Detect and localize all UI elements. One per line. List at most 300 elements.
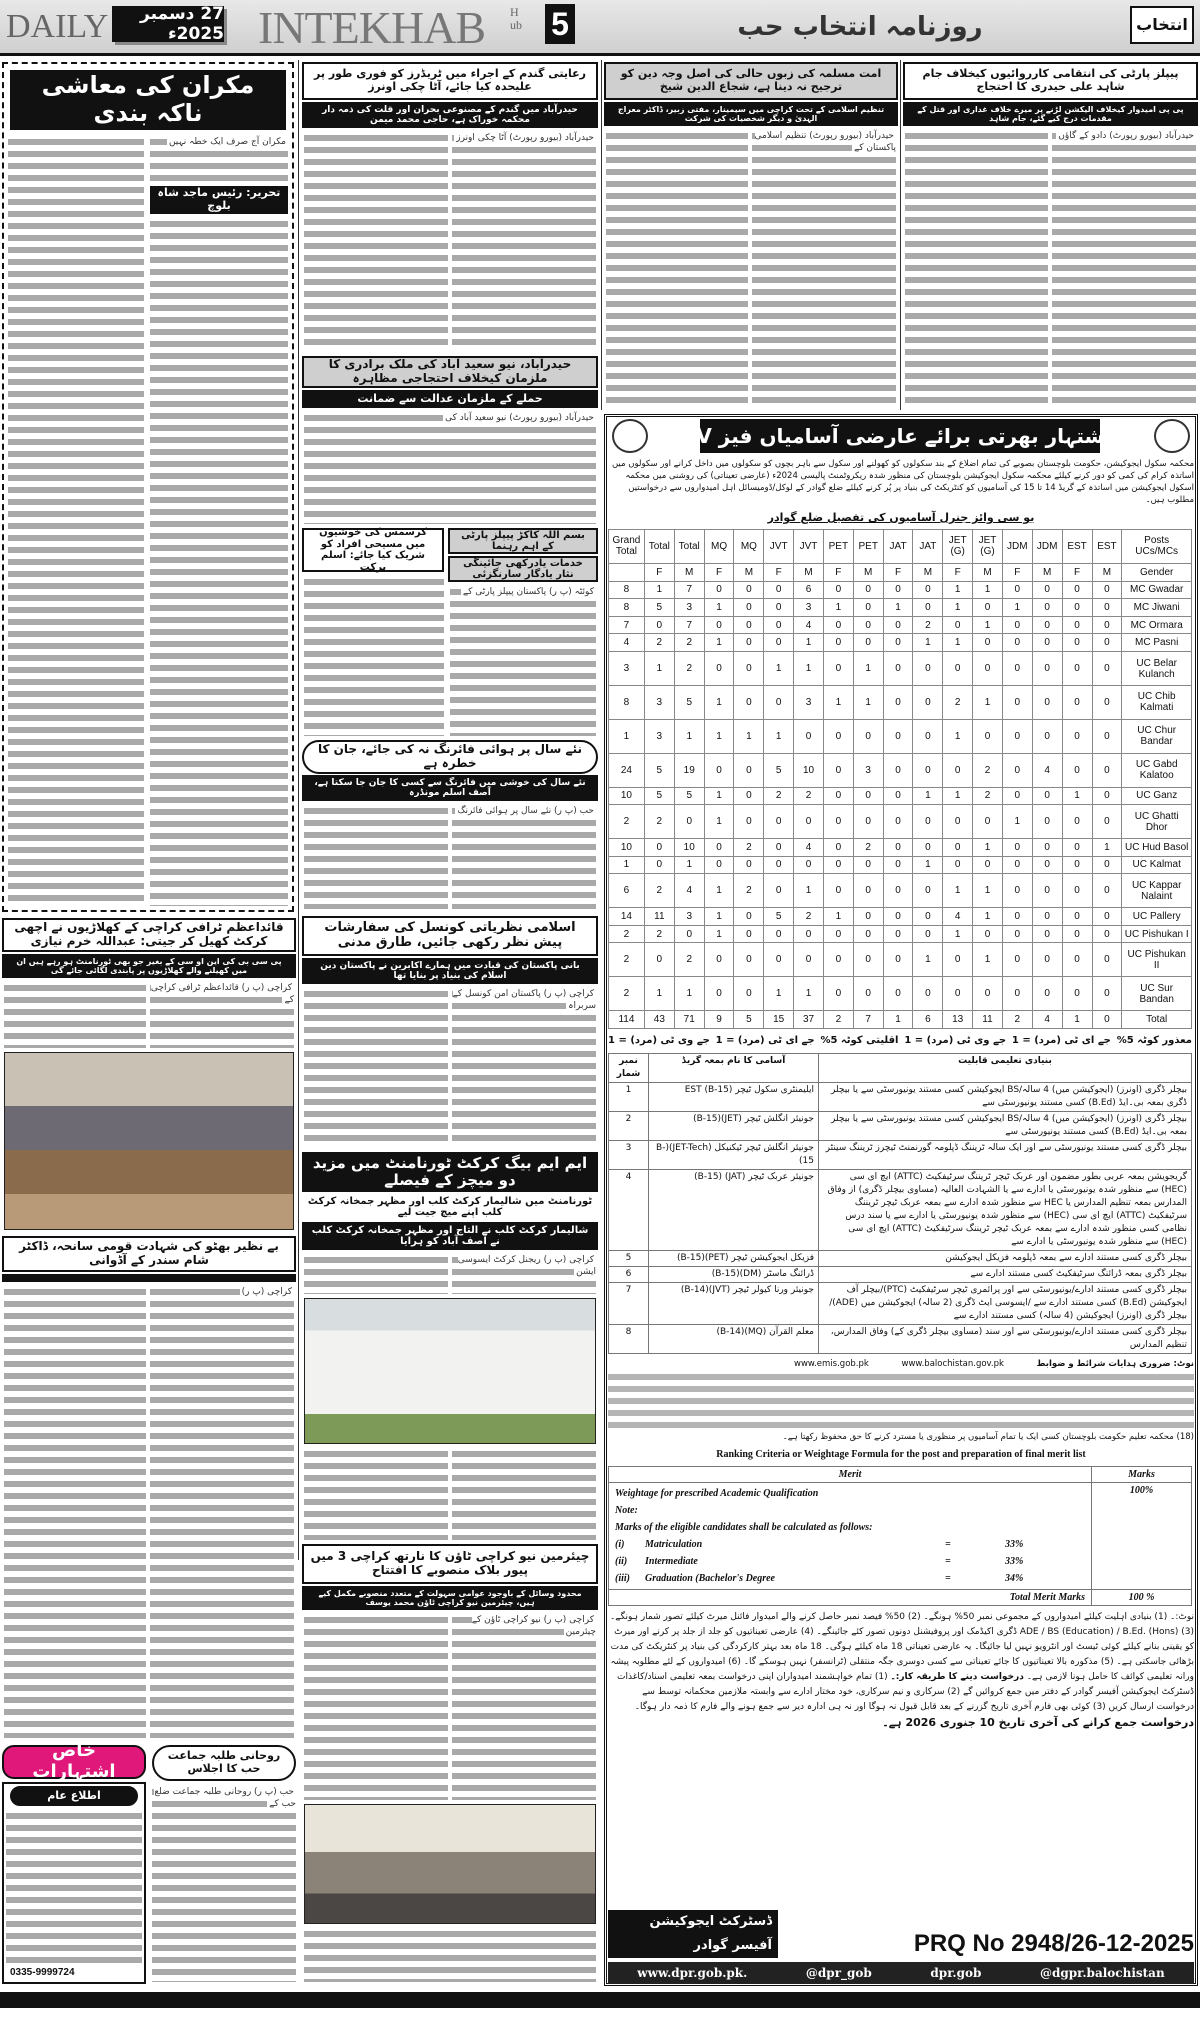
vacancy-count-cell: 0 [734,753,764,787]
vacancy-count-cell: 8 [609,685,645,719]
vacancy-count-cell: 0 [1092,685,1122,719]
vacancy-count-cell: 0 [823,805,853,839]
vacancy-count-cell: 0 [853,581,883,599]
subhead-newkarachi: محدود وسائل کے باوجود عوامی سہولت کے متعدد منصوبے مکمل کیے ہیں، چیئرمین نیو کراچی ٹاؤن محمد یوسف [302,1586,598,1610]
vacancy-count-cell: 11 [644,908,674,926]
ad-notes [608,1358,1194,1444]
vacancy-count-cell: 0 [823,652,853,686]
table-row [609,753,1192,787]
table-row [609,787,1192,805]
article-body [304,988,448,1146]
vacancy-count-cell: 0 [913,753,943,787]
vacancy-count-cell: 3 [794,685,824,719]
article-lead: حیدرآباد (بیورو رپورٹ) تنظیم اسلامی پاکستان کے [754,131,896,153]
post-location-cell: UC Kalmat [1122,856,1192,874]
vacancy-count-cell: 0 [764,616,794,634]
post-location-cell: UC Belar Kulanch [1122,652,1192,686]
article-lead: حب (پ ر) نئے سال پر ہوائی فائرنگ [457,806,594,816]
table-row [609,685,1192,719]
column-header: Total [644,530,674,564]
vacancy-count-cell: 6 [913,1011,943,1029]
vacancy-count-cell: 0 [1092,856,1122,874]
headline-firing: نئے سال پر ہوائی فائرنگ نہ کی جائے، جان کا خطرہ ہے [302,740,598,774]
vacancy-count-cell: 8 [609,581,645,599]
headline-ppp: پیپلز پارٹی کی انتقامی کارروائیوں کیخلاف جام شاہد علی حیدری کا احتجاج [903,62,1198,100]
column-header: JVT [764,530,794,564]
marks-col: Marks [1092,1467,1192,1483]
table-header-row [609,530,1192,564]
vacancy-count-cell: 0 [794,856,824,874]
vacancy-count-cell: 2 [794,908,824,926]
masthead [0,0,1200,56]
article-body [452,805,596,909]
vacancy-count-cell: 0 [1002,839,1032,857]
vacancy-count-cell: 2 [973,787,1003,805]
vacancy-count-cell: 1 [704,805,734,839]
vacancy-count-cell: 1 [674,856,704,874]
vacancy-count-cell: 7 [853,1011,883,1029]
merit-item-number: (ii) [615,1556,628,1567]
vacancy-count-cell: 0 [823,856,853,874]
vacancy-count-cell: 2 [644,925,674,943]
vacancy-count-cell: 0 [794,943,824,977]
vacancy-count-cell: 0 [823,874,853,908]
subhead-mmbaig-2: شالیمار کرکٹ کلب نے التاج اور مظہر جمخانہ کرکٹ کلب نے آصف آباد کو ہرایا [302,1222,598,1250]
vacancy-count-cell: 2 [913,616,943,634]
vacancy-count-cell: 0 [853,599,883,617]
merit-calc: Marks of the eligible candidates shall be calculated as follows: [615,1522,873,1533]
column-header: PET [823,530,853,564]
vacancy-count-cell: 0 [1002,943,1032,977]
column-header: MQ [704,530,734,564]
table-row [609,1283,1192,1325]
vacancy-count-cell: 1 [644,652,674,686]
vacancy-count-cell: 1 [764,652,794,686]
vacancy-count-cell: 0 [883,634,913,652]
vacancy-count-cell: 0 [1002,753,1032,787]
vacancy-count-cell: 1 [973,581,1003,599]
vacancy-count-cell: 1 [973,839,1003,857]
quota-item: جے ای ٹی (مرد) = 1 [715,1035,815,1046]
table-row [609,1083,1192,1112]
vacancy-count-cell: 0 [1092,719,1122,753]
vacancy-count-cell: 4 [794,616,824,634]
vacancy-count-cell: 3 [644,685,674,719]
vacancy-count-cell: 14 [609,908,645,926]
column-header: JET (G) [943,530,973,564]
article-body [150,982,294,1048]
post-number: 4 [609,1170,649,1251]
article-body [304,1254,448,1294]
photo-caption [304,1928,596,1982]
vacancy-count-cell: 0 [704,753,734,787]
column-header: Grand Total [609,530,645,564]
vacancy-count-cell: 0 [913,685,943,719]
post-location-cell: MC Gwadar [1122,581,1192,599]
merit-col: Merit [609,1467,1092,1483]
article-body [452,988,596,1146]
ad-footer [608,1962,1194,1984]
vacancy-count-cell: 0 [1032,685,1062,719]
vacancy-count-cell: 2 [734,874,764,908]
post-location-cell: UC Pishukan I [1122,925,1192,943]
vacancy-count-cell: 0 [823,943,853,977]
twitter-handle[interactable]: @dpr_gob [805,1966,872,1980]
vacancy-count-cell: 3 [794,599,824,617]
subhead-quaid: پی سی بی کی این او سی کے بغیر جو بھی ٹورنامنٹ ہو رہے ہیں ان میں کھیلنے والے کھلاڑیوں پر پابندی لگائی جائے گی [2,954,296,978]
vacancy-count-cell: 1 [943,581,973,599]
post-location-cell: UC Chib Kalmati [1122,685,1192,719]
vacancy-count-cell: 0 [1002,581,1032,599]
vacancy-count-cell: 0 [823,977,853,1011]
deadline: درخواست جمع کرانے کی آخری تاریخ 10 جنوری 2026 ہے۔ [882,1716,1194,1729]
vacancy-count-cell: 0 [1032,787,1062,805]
hub-label: Hub [510,5,522,32]
table-row [609,652,1192,686]
vacancy-count-cell: 0 [1062,943,1092,977]
headline-quaid: قائداعظم ٹرافی کراچی کے کھلاڑیوں نے اچھی کرکٹ کھیل کر جیتی: عبداللہ خرم نیازی [2,918,296,952]
vacancy-count-cell: 5 [674,685,704,719]
vacancy-count-cell: 2 [973,753,1003,787]
article-body [152,1786,296,1982]
vacancy-count-cell: 0 [1002,685,1032,719]
classified-phone: 0335-9999724 [10,1967,75,1978]
ad-note2 [608,1610,1194,1732]
vacancy-count-cell: 0 [973,634,1003,652]
article-body [304,1614,448,1800]
vacancy-count-cell: 1 [913,787,943,805]
facebook-handle[interactable]: @dgpr.balochistan [1039,1966,1165,1980]
subhead-kakar: خدمات یادرکھی جائینگی نثار یادگار سارنگزئی [448,556,598,582]
post-number: 3 [609,1141,649,1170]
article-body [304,805,448,909]
note2-text: نوٹ:۔ (1) بنیادی اہلیت کیلئے امیدواروں کے مجموعی نمبر 50% ہونگے۔ (2) 50% فیصد نمبر حاصل کرنے والے امیدوار فائنل میرٹ کیلئے تصور شمار ہونگے۔ (3) ADE / BS (Education) / B.Ed. (Hons) ڈگری اکیڈمک اور پروفیشنل دونوں تصور کئے جائینگے۔ (4) عارضی تعیناتیوں کو جلد از جلد پر کرنے اور میرٹ کو یقینی بنانے کیلئے کوئی ٹیسٹ اور انٹرویو نہیں لیا جائیگا۔ یہ عارضی تعیناتی 18 ماہ کیلئے ہوگی۔ 18 ماہ بعد بہتر کارکردگی کی بنیاد پر کنٹریکٹ کی مدت بڑھائی جاسکتی ہے۔ (5) مذکورہ بالا تعیناتیوں کا جائے تعیناتی سے کسی دوسری جگہ منتقلی (ٹرانسفر) نہیں ہوسکے گا۔ (6) امیدواروں کے لئے مطلوبہ پیشہ ورانہ تعلیمی کوائف کا حامل ہونا لازمی ہے۔ [610,1612,1194,1682]
notes-link[interactable]: www.balochistan.gov.pk [901,1359,1004,1369]
vacancy-count-cell: 0 [734,943,764,977]
column-header: JVT [794,530,824,564]
vacancy-count-cell: 0 [764,925,794,943]
vacancy-count-cell: 0 [644,616,674,634]
vacancy-count-cell: 0 [823,787,853,805]
vacancy-count-cell: 0 [1062,805,1092,839]
vacancy-count-cell: 1 [883,1011,913,1029]
vacancy-count-cell: 0 [1032,874,1062,908]
vacancy-count-cell: 0 [883,581,913,599]
ad-title-row [608,418,1194,454]
merit-item [615,1570,1085,1587]
vacancy-count-cell: 10 [794,753,824,787]
instagram-handle[interactable]: dpr.gob [930,1966,982,1980]
vacancy-count-cell: 1 [973,874,1003,908]
vacancy-count-cell: 5 [764,908,794,926]
vacancy-count-cell: 2 [674,652,704,686]
vacancy-count-cell: 1 [853,685,883,719]
table-row [609,1141,1192,1170]
gender-cell: F [1002,563,1032,581]
vacancy-count-cell: 2 [609,943,645,977]
vacancy-count-cell: 3 [674,599,704,617]
vacancy-count-cell: 1 [943,874,973,908]
vacancy-count-cell: 19 [674,753,704,787]
column-header: PET [853,530,883,564]
signature-line: آفیسر گوادر [693,1938,772,1953]
vacancy-count-cell: 1 [674,977,704,1011]
vacancy-count-cell: 1 [704,908,734,926]
vacancy-count-cell: 0 [973,856,1003,874]
vacancy-count-cell: 0 [1062,977,1092,1011]
vacancy-count-cell: 1 [853,652,883,686]
gender-cell: M [973,563,1003,581]
gender-cell: M [734,563,764,581]
article-body [4,982,146,1048]
vacancy-count-cell: 43 [644,1011,674,1029]
quota-item: اقلیتی کوٹہ 5% [820,1035,899,1046]
table-row [609,599,1192,617]
table-row [609,1011,1192,1029]
vacancy-count-cell: 0 [853,805,883,839]
vacancy-count-cell: 1 [674,719,704,753]
article-body [452,1448,596,1540]
vacancy-count-cell: 0 [1032,581,1062,599]
quota-line [608,1033,1192,1049]
vacancy-count-cell: 0 [883,977,913,1011]
vacancy-count-cell: 0 [943,943,973,977]
post-location-cell: UC Pallery [1122,908,1192,926]
article-body [452,1254,596,1294]
recruitment-ad [608,418,1194,1984]
vacancy-count-cell: 0 [1032,977,1062,1011]
vacancy-count-cell: 0 [1062,856,1092,874]
vacancy-count-cell: 2 [644,805,674,839]
vacancy-count-cell: 0 [704,581,734,599]
prq-number: PRQ No 2948/26-12-2025 [913,1930,1194,1957]
table-row [609,856,1192,874]
vacancy-count-cell: 0 [913,581,943,599]
vacancy-count-cell: 1 [644,581,674,599]
column-header: نمبر شمار [609,1054,649,1083]
vacancy-count-cell: 0 [1002,616,1032,634]
notes-heading: نوٹ: ضروری ہدایات شرائط و ضوابط [1036,1359,1194,1369]
column-header: MQ [734,530,764,564]
vacancy-count-cell: 0 [823,839,853,857]
post-name: جونیئر عربک ٹیچر (JAT) (B-15) [649,1170,819,1251]
vacancy-count-cell: 1 [1002,599,1032,617]
vacancy-count-cell: 1 [794,977,824,1011]
vacancy-count-cell: 0 [1002,719,1032,753]
byline-mekran: تحریر: رئیس ماجد شاہ بلوچ [150,186,288,214]
headline-newkarachi: چیئرمین نیو کراچی ٹاؤن کا نارتھ کراچی 3 میں پیور بلاک منصوبے کا افتتاح [302,1544,598,1584]
vacancy-count-cell: 5 [644,753,674,787]
notes-link[interactable]: www.emis.gob.pk [794,1359,869,1369]
article-lead: حیدرآباد (بیورو رپورٹ) دادو کے گاؤں [1058,131,1194,141]
vacancy-count-cell: 0 [1032,616,1062,634]
post-name: ایلیمنٹری سکول ٹیچر EST (B-15) [649,1083,819,1112]
vacancy-count-cell: 0 [943,616,973,634]
posts-table [608,1053,1192,1354]
table-row [609,719,1192,753]
column-header: JDM [1002,530,1032,564]
post-name: جونیئر انگلش ٹیچر ٹیکنیکل (JET-Tech)(B-15) [649,1141,819,1170]
vacancy-count-cell: 1 [943,925,973,943]
apply-text: (1) تمام خواہشمند امیدواران اپنی درخواست بمعہ تعلیمی اسناد/کاغذات ڈسٹرکٹ ایجوکیشن آفیسر گوادر کے دفتر میں جمع کروائیں گے (2) سرکاری و نیم سرکاری، خود مختار ادارے سے وابستہ ملازمین محکمانہ توسط سے درخواست ارسال کریں (3) کوئی بھی فارم آخری تاریخ گزرنے کے بعد قابل قبول نہ ہوگا اور نہ ہی ادارہ دیر سے جمع ہونے والے فارم کا ذمہ دار ہوگا۔ [617,1672,1194,1712]
vacancy-count-cell: 0 [1092,805,1122,839]
vacancy-count-cell: 0 [644,839,674,857]
vacancy-count-cell: 0 [823,581,853,599]
vacancy-count-cell: 0 [1032,599,1062,617]
gender-cell: M [674,563,704,581]
vacancy-count-cell: 0 [853,856,883,874]
column-header: JDM [1032,530,1062,564]
vacancy-count-cell: 0 [1002,634,1032,652]
vacancy-count-cell: 0 [973,925,1003,943]
vacancy-count-cell: 1 [794,652,824,686]
column-divider [601,60,602,410]
column-header: EST [1062,530,1092,564]
vacancy-count-cell: 0 [883,652,913,686]
weightage-marks: 100% [1092,1483,1192,1590]
headline-kakar: بسم اللہ کاکڑ پیپلز پارٹی کے اہم رہنما [448,528,598,554]
post-location-cell: Total [1122,1011,1192,1029]
vacancy-count-cell: 0 [913,874,943,908]
post-location-cell: UC Ganz [1122,787,1192,805]
vacancy-count-cell: 1 [943,787,973,805]
vacancy-count-cell: 7 [609,616,645,634]
vacancy-count-cell: 0 [734,599,764,617]
vacancy-count-cell: 114 [609,1011,645,1029]
vacancy-count-cell: 0 [1092,943,1122,977]
headline-roohani: روحانی طلبہ جماعت حب کا اجلاس [152,1745,296,1781]
article-body [150,1286,294,1738]
vacancy-count-cell: 0 [883,787,913,805]
article-lead: کوئٹہ (پ ر) پاکستان پیپلز پارٹی کے [462,587,594,597]
merit-item [615,1553,1085,1570]
post-number: 5 [609,1251,649,1267]
post-qualification: بیچلر ڈگری کسی مستند ادارے/یونیورسٹی سے اور پرائمری ٹیچر سرٹیفکیٹ (PTC)/بیچلر آف ایجوکیشن (B.Ed) کسی مستند ادارے سے /ایسوسی ایٹ ڈگری (2 سالہ) ایجوکیشن میں (ADE)/بیچلر ڈگری (اونرز) ایجوکیشن (4 سالہ) کسی مستند ادارے سے [819,1283,1192,1325]
article-lead: کراچی (پ ر) نیو کراچی ٹاؤن کے چیئرمین [471,1615,596,1637]
vacancy-count-cell: 4 [609,634,645,652]
table-row [609,874,1192,908]
post-name: فزیکل ایجوکیشن ٹیچر (PET)(B-15) [649,1251,819,1267]
vacancy-count-cell: 0 [913,805,943,839]
vacancy-count-cell: 0 [883,874,913,908]
article-body [452,132,596,350]
vacancy-count-cell: 1 [823,599,853,617]
vacancy-count-cell: 1 [943,719,973,753]
vacancy-count-cell: 2 [1002,1011,1032,1029]
gender-cell: Gender [1122,563,1192,581]
vacancy-count-cell: 2 [609,925,645,943]
vacancy-count-cell: 1 [764,719,794,753]
headline-ummah: امت مسلمہ کی زبوں حالی کی اصل وجہ دین کو ترجیح نہ دینا ہے، شجاع الدین شیخ [604,62,898,100]
column-divider [900,60,901,410]
total-merit-label: Total Merit Marks [609,1590,1092,1606]
vacancy-count-cell: 0 [853,925,883,943]
post-qualification: بیچلر ڈگری کسی مستند ادارے/یونیورسٹی سے اور سند (مساوی بیچلر ڈگری کے) وفاق المدارس، تنظیم المدارس [819,1325,1192,1354]
vacancy-count-cell: 0 [734,925,764,943]
article-body [150,218,288,906]
vacancy-count-cell: 0 [943,856,973,874]
vacancy-count-cell: 2 [644,634,674,652]
vacancy-count-cell: 0 [883,943,913,977]
column-header: Posts UCs/MCs [1122,530,1192,564]
merit-item-label: Matriculation [645,1539,703,1550]
vacancy-count-cell: 5 [734,1011,764,1029]
vacancy-count-cell: 2 [764,787,794,805]
vacancy-count-cell: 71 [674,1011,704,1029]
vacancy-count-cell: 1 [823,685,853,719]
daily-label: DAILY [6,8,109,45]
vacancy-count-cell: 0 [764,874,794,908]
post-location-cell: UC Sur Bandan [1122,977,1192,1011]
vacancy-count-cell: 0 [1062,874,1092,908]
subhead-firing: نئے سال کی خوشی میں فائرنگ سے کسی کا جان جا سکتا ہے، آصف اسلم مونڈرہ [302,775,598,801]
vacancy-count-cell: 3 [644,719,674,753]
post-qualification: گریجویشن بمعہ عربی بطور مضمون اور عربک ٹیچر ٹریننگ سرٹیفکیٹ (ATTC) ایچ ای سی (HEC) سے منظور شدہ یونیورسٹی یا ادارے سے یا الشہادت العالیہ (مساوی بیچلر ڈگری) از وفاق المدارس بمعہ تنظیم المدارس یا HEC سے منظور شدہ ادارے سے بمعہ عربک ٹیچر ٹریننگ سرٹیفکیٹ (ATTC) ایچ ای سی (HEC) سے منظور شدہ یونیورسٹی یا ادارے سے یا سند درس نظامی کسی منظور شدہ ادارے سے بمعہ عربک ٹیچر ٹریننگ سرٹیفکیٹ (ATTC) ایچ ای سی (HEC) سے منظور شدہ یونیورسٹی یا ادارے سے [819,1170,1192,1251]
vacancy-count-cell: 0 [764,943,794,977]
vacancy-count-cell: 0 [1092,581,1122,599]
quota-item: جے ای ٹی (مرد) = 1 [1011,1035,1111,1046]
vacancy-count-cell: 6 [794,581,824,599]
vacancy-count-cell: 0 [913,599,943,617]
column-header: JET (G) [973,530,1003,564]
ad-title: اشتہار بھرتی برائے عارضی آسامیاں فیز IV [700,419,1100,453]
vacancy-count-cell: 0 [1032,719,1062,753]
vacancy-count-cell: 0 [704,856,734,874]
vacancy-count-cell: 0 [853,977,883,1011]
headline-christmas: کرسمس کی خوشیوں میں مسیحی افراد کو شریک کیا جائے: اسلم برکت [302,528,444,572]
article-lead: کراچی (پ ر) قائداعظم ٹرافی کراچی کے [150,983,294,1005]
subhead-wheat: حیدرآباد میں گندم کے مصنوعی بحران اور قلت کی ذمہ دار محکمہ خوراک ہے، حاجی محمد میمن [302,102,598,128]
vacancy-count-cell: 3 [853,753,883,787]
vacancy-count-cell: 0 [973,805,1003,839]
vacancy-count-cell: 1 [704,874,734,908]
article-lead: کراچی (پ ر) ریجنل کرکٹ ایسوسی ایشن [457,1255,596,1277]
vacancy-count-cell: 0 [704,616,734,634]
vacancy-count-cell: 1 [973,943,1003,977]
vacancy-count-cell: 0 [883,805,913,839]
govt-emblem-icon [612,419,648,453]
vacancy-count-cell: 2 [644,874,674,908]
weightage-label: Weightage for prescribed Academic Qualification [615,1488,819,1499]
vacancy-count-cell: 0 [853,787,883,805]
post-location-cell: MC Jiwani [1122,599,1192,617]
vacancy-count-cell: 0 [704,943,734,977]
vacancy-count-cell: 0 [1062,634,1092,652]
vacancy-count-cell: 0 [674,925,704,943]
vacancy-count-cell: 0 [973,719,1003,753]
classified-body [6,1810,142,1964]
page-bottom-bar [0,1992,1200,2008]
post-location-cell: UC Kappar Nalaint [1122,874,1192,908]
vacancy-count-cell: 2 [823,1011,853,1029]
vacancy-count-cell: 0 [1062,753,1092,787]
vacancy-count-cell: 1 [609,719,645,753]
vacancy-count-cell: 0 [1032,925,1062,943]
vacancy-count-cell: 1 [704,599,734,617]
vacancy-count-cell: 0 [1092,652,1122,686]
vacancy-count-cell: 7 [674,581,704,599]
vacancy-count-cell: 2 [674,634,704,652]
article-lead: مکران آج صرف ایک خطہ نہیں [168,137,286,147]
vacancy-count-cell: 0 [1062,599,1092,617]
gender-cell: M [1032,563,1062,581]
website-link[interactable]: www.dpr.gob.pk. [637,1966,748,1980]
vacancy-count-cell: 1 [1092,839,1122,857]
merit-heading: Ranking Criteria or Weightage Formula for the post and preparation of final merit list [716,1449,1086,1460]
vacancy-count-cell: 0 [1062,652,1092,686]
table-row [609,634,1192,652]
notice-title: اطلاع عام [10,1786,138,1806]
